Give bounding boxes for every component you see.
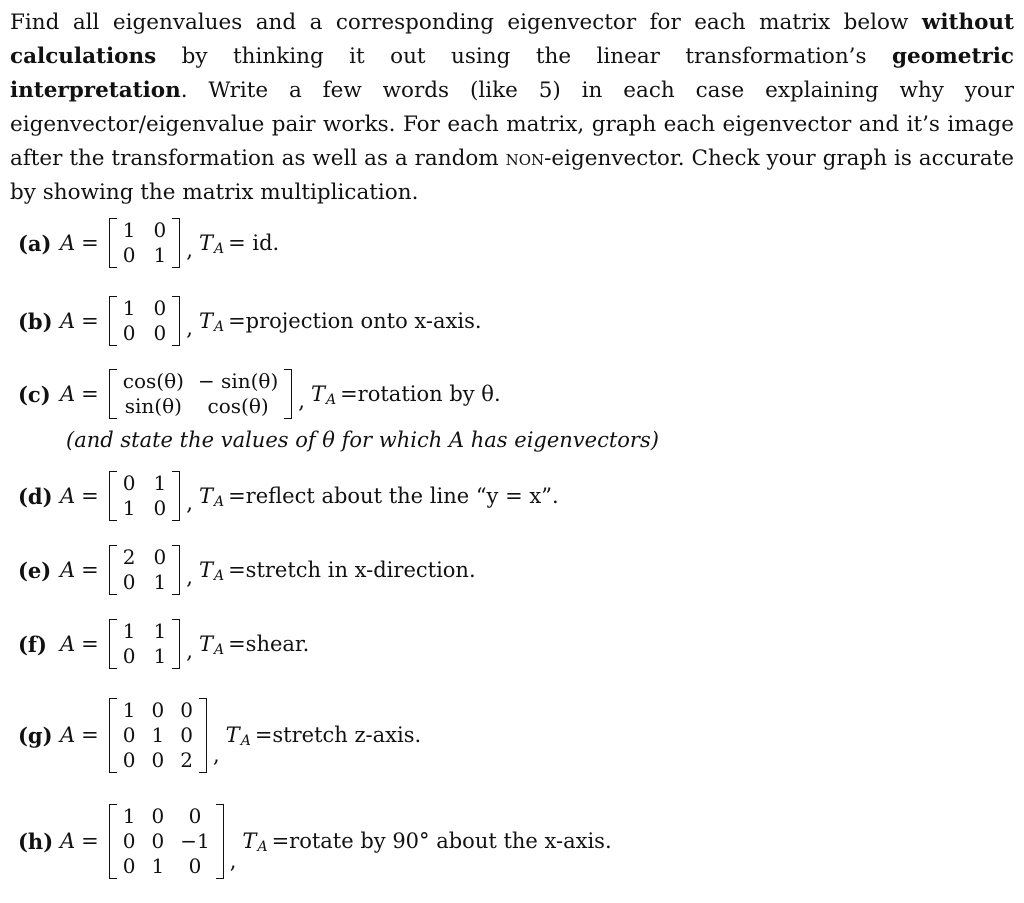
theta-note: (and state the values of θ for which A has eigenvectors): [66, 428, 659, 452]
item-label: (c): [18, 381, 51, 407]
matrix-definition: A = 0 1 1 0 , T A: [60, 471, 225, 520]
matrix: 1 0 0 0: [109, 296, 180, 346]
item-label: (a): [18, 230, 52, 256]
item-h: [18, 803, 612, 878]
item-e: [18, 545, 476, 594]
item-label: (g): [18, 722, 53, 748]
transformation-description: =stretch in x-direction.: [228, 558, 476, 582]
transformation-description: =shear.: [228, 632, 310, 656]
matrix: 1 0 0 0 1 0 0 0 2: [109, 698, 207, 773]
problem-statement: Find all eigenvalues and a corresponding eigenvector for each matrix below without calculations by thinking it out using the linear transformation’s geometric interpretation. Write a few words (like 5) in each case explaining why your eigenvector/eigenvalue pair works. For each matrix, graph each eigenvector and it’s image after the transformation as well as a random non-eigenvector. Check your graph is accurate by showing the matrix multiplication.: [10, 10, 1014, 205]
matrix-definition: A = 1 1 0 1 , T A: [60, 619, 225, 668]
item-label: (h): [18, 828, 54, 854]
transformation-description: =rotate by 90° about the x-axis.: [271, 829, 612, 853]
matrix: 1 1 0 1: [109, 619, 180, 669]
item-c: [18, 369, 501, 418]
transformation-description: = id.: [228, 231, 280, 255]
transformation-description: =reflect about the line “y = x”.: [228, 484, 559, 508]
item-a: [18, 218, 280, 267]
matrix-definition: A = 1 0 0 0 , T A: [60, 296, 225, 345]
item-g: [18, 697, 422, 772]
matrix-definition: A = 1 0 0 1 , T A: [60, 218, 225, 267]
item-d: [18, 471, 559, 520]
item-label: (e): [18, 557, 52, 583]
matrix: 1 0 0 0 0 −1 0 1 0: [109, 804, 224, 879]
matrix: cos(θ) − sin(θ) sin(θ) cos(θ): [109, 369, 292, 419]
matrix-definition: A = 1 0 0 0 1 0 0 0 2 , T A: [60, 697, 251, 772]
transformation-description: =rotation by θ.: [340, 382, 501, 406]
matrix-definition: A = 2 0 0 1 , T A: [60, 545, 225, 594]
item-label: (f): [18, 631, 47, 657]
item-b: [18, 296, 482, 345]
item-label: (b): [18, 308, 53, 334]
matrix-definition: A = cos(θ) − sin(θ) sin(θ) cos(θ) , T A: [60, 369, 337, 418]
transformation-description: =stretch z-axis.: [254, 723, 422, 747]
matrix: 0 1 1 0: [109, 471, 180, 521]
item-f: [18, 619, 310, 668]
item-label: (d): [18, 483, 53, 509]
matrix-definition: A = 1 0 0 0 0 −1 0 1 0 , T A: [60, 803, 268, 878]
transformation-description: =projection onto x-axis.: [228, 309, 482, 333]
matrix: 2 0 0 1: [109, 545, 180, 595]
matrix: 1 0 0 1: [109, 218, 180, 268]
